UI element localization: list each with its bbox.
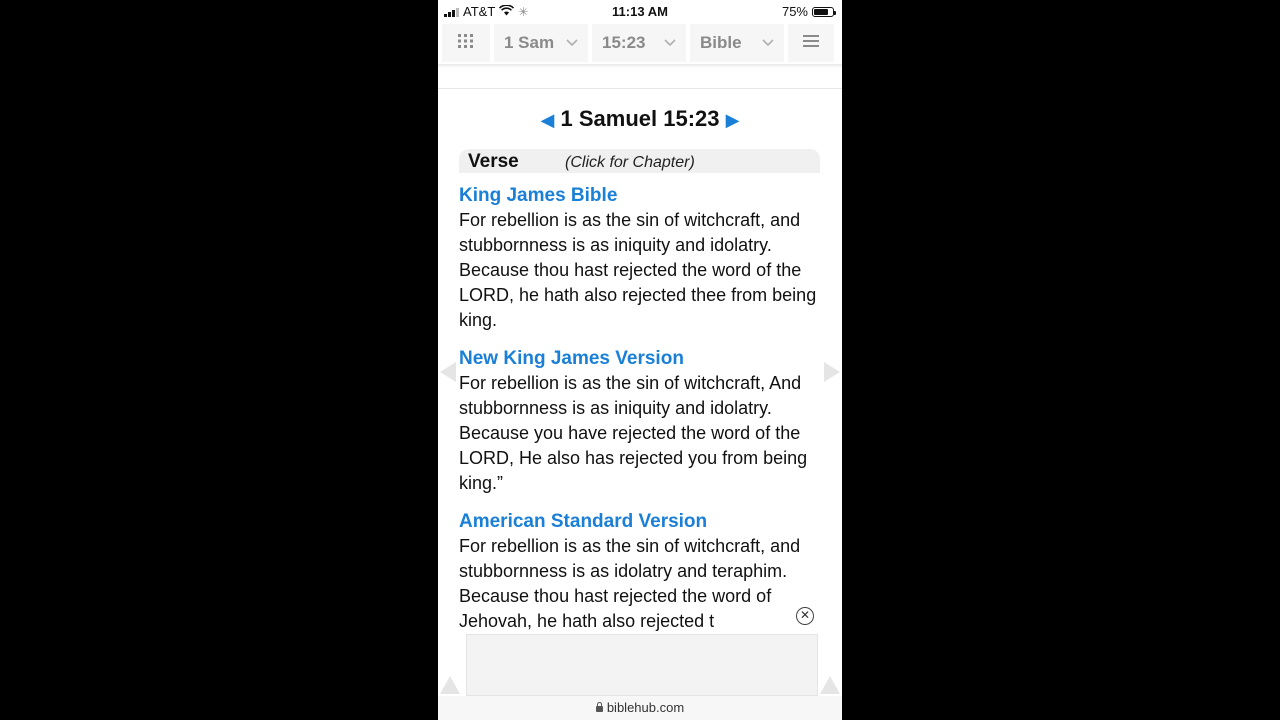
chevron-down-icon — [566, 36, 588, 50]
hamburger-menu-button[interactable] — [788, 24, 834, 62]
scroll-top-arrow-icon[interactable] — [440, 676, 460, 694]
verse-header[interactable] — [459, 149, 820, 173]
version-title-link[interactable]: King James Bible — [459, 185, 618, 206]
loading-icon: ✳ — [518, 4, 529, 19]
url-text: biblehub.com — [606, 700, 685, 715]
version-block — [459, 347, 829, 496]
battery-percent: 75% — [781, 4, 808, 19]
hamburger-icon — [802, 33, 820, 53]
clock: 11:13 AM — [612, 4, 668, 19]
next-page-arrow-icon[interactable] — [824, 362, 840, 382]
status-right — [782, 4, 834, 19]
url-bar[interactable] — [438, 696, 842, 720]
section-select[interactable] — [690, 24, 784, 62]
version-block — [459, 510, 829, 634]
section-select-label: Bible — [700, 33, 742, 52]
battery-icon — [812, 7, 834, 17]
scroll-top-arrow-icon[interactable] — [820, 676, 840, 694]
divider — [438, 88, 842, 89]
prev-page-arrow-icon[interactable] — [440, 362, 456, 382]
verse-text: For rebellion is as the sin of witchcraft, and stubbornness is as idolatry and teraphim. Because thou hast rejected the word of Jehovah, he hath also rejected t — [459, 536, 801, 631]
chevron-down-icon — [762, 36, 784, 50]
version-block — [459, 184, 829, 333]
grid-icon — [457, 33, 475, 54]
page-title-row — [438, 106, 842, 132]
version-title-link[interactable]: New King James Version — [459, 348, 684, 369]
chapter-verse-select[interactable] — [592, 24, 686, 62]
verse-label: Verse — [468, 151, 519, 172]
grid-menu-button[interactable] — [442, 24, 490, 62]
prev-verse-arrow-icon[interactable]: ◀ — [540, 110, 555, 130]
ad-banner[interactable] — [466, 634, 818, 696]
nav-bar — [438, 24, 842, 64]
chevron-down-icon — [664, 36, 686, 50]
carrier-label: AT&T — [463, 4, 496, 19]
page-title: 1 Samuel 15:23 — [560, 106, 720, 131]
chapter-link[interactable]: (Click for Chapter) — [565, 154, 695, 171]
lock-icon — [596, 706, 603, 712]
verse-text: For rebellion is as the sin of witchcraft, And stubbornness is as iniquity and idolatry. Because you have rejected the word of the LORD, He also has rejected you from being king.” — [459, 373, 808, 493]
phone-screen — [438, 0, 842, 720]
chapter-verse-select-label: 15:23 — [602, 33, 646, 52]
book-select-label: 1 Sam — [504, 33, 555, 52]
close-ad-icon[interactable]: ✕ — [796, 607, 814, 625]
version-title-link[interactable]: American Standard Version — [459, 511, 708, 532]
verse-text: For rebellion is as the sin of witchcraft, and stubbornness is as iniquity and idolatry. Because thou hast rejected the word of the LORD, he hath also rejected thee from being king. — [459, 210, 817, 330]
status-bar — [438, 0, 842, 22]
book-select[interactable] — [494, 24, 588, 62]
next-verse-arrow-icon[interactable]: ▶ — [725, 110, 740, 130]
nav-shadow — [438, 64, 842, 68]
